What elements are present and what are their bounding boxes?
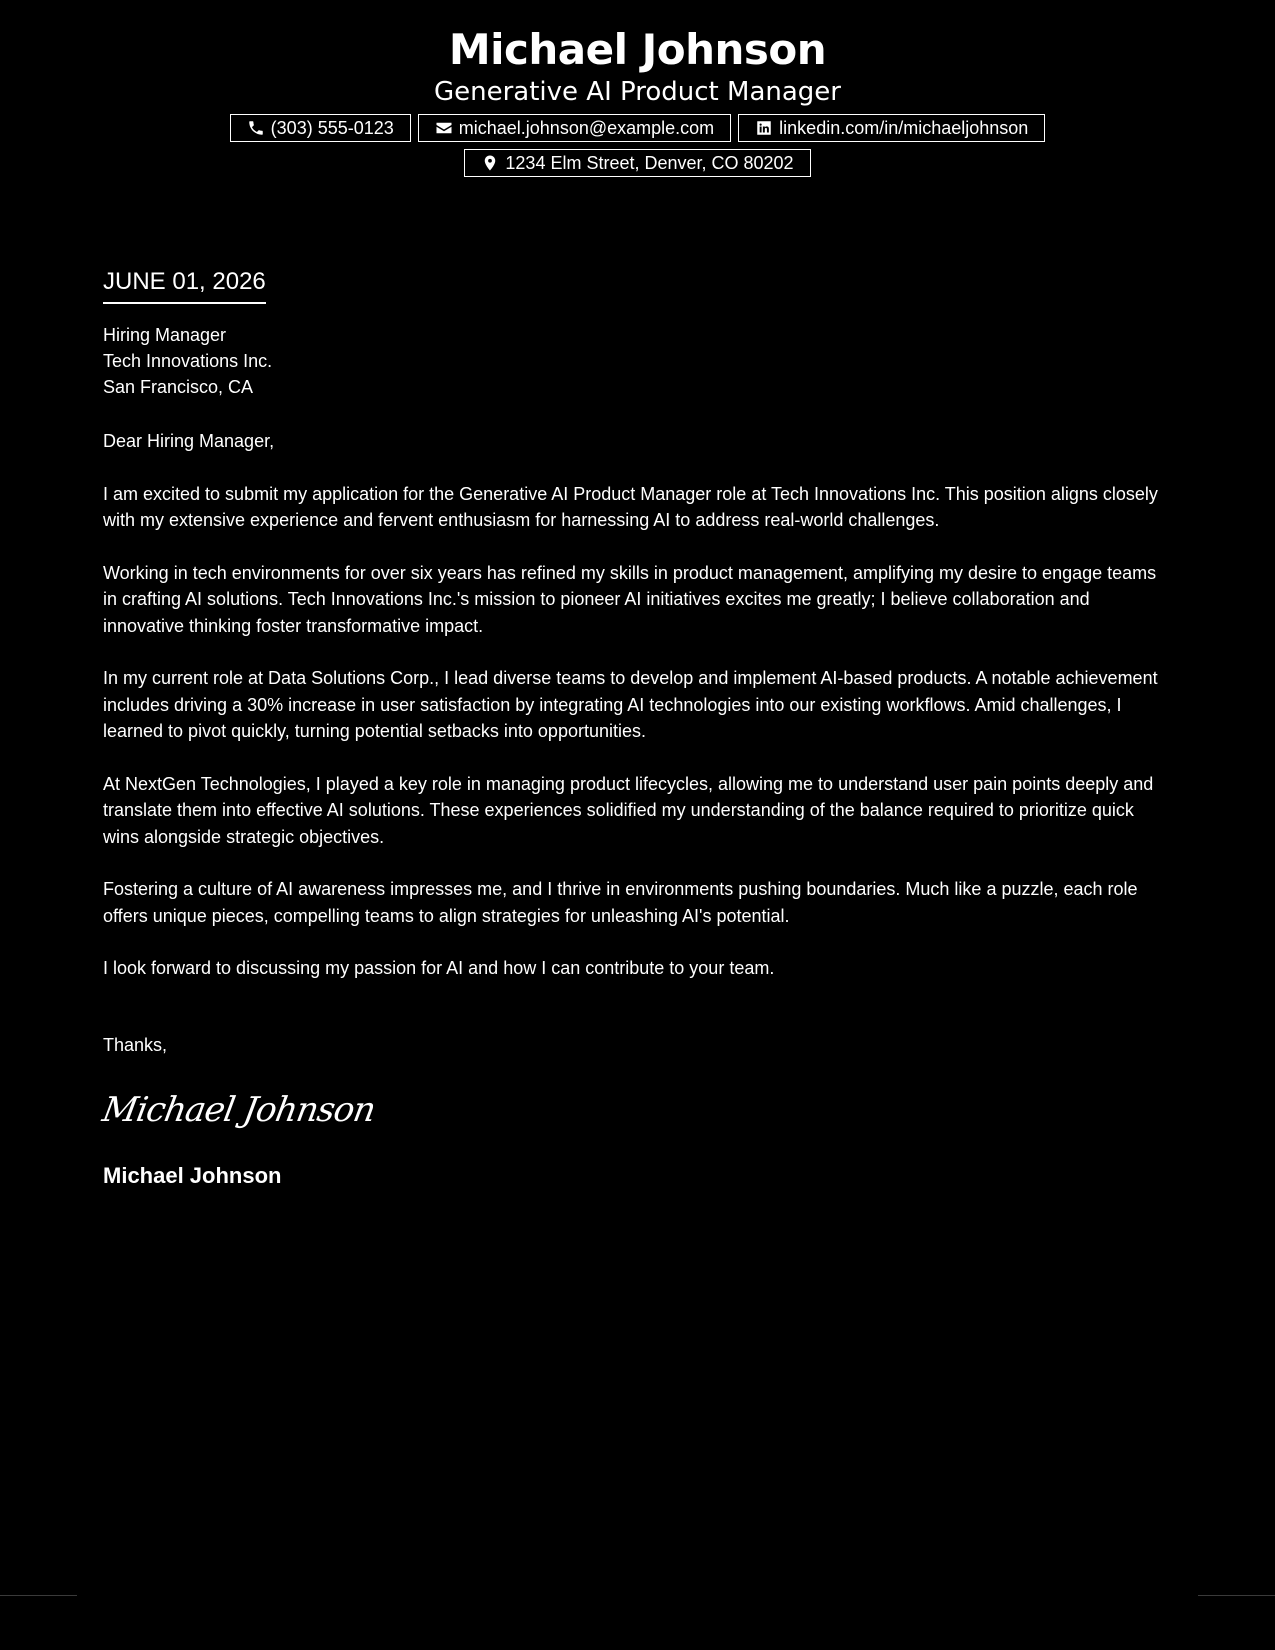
paragraph: I am excited to submit my application for the Generative AI Product Manager role at Tech Innovations Inc. This position aligns closely with my extensive experience and fervent enthusiasm for harnessing AI to address real-world challenges.	[103, 483, 1158, 530]
map-pin-icon	[481, 154, 499, 172]
recipient-block	[103, 322, 1173, 400]
phone-text: (303) 555-0123	[270, 117, 394, 138]
linkedin-text: linkedin.com/in/michaeljohnson	[779, 117, 1029, 138]
email-text: michael.johnson@example.com	[458, 117, 715, 138]
paragraph: In my current role at Data Solutions Corp., I lead diverse teams to develop and implement AI-based products. A notable achievement includes driving a 30% increase in user satisfaction by integrating AI technologies into our existing workflows. Amid challenges, I learned to pivot quickly, turning potential setbacks into opportunities.	[103, 668, 1158, 741]
letter-body	[99, 266, 1173, 1190]
recipient-company: Tech Innovations Inc.	[103, 351, 273, 371]
applicant-role: Generative AI Product Manager	[434, 77, 841, 107]
salutation: Dear Hiring Manager,	[103, 431, 275, 451]
paragraph: Working in tech environments for over six years has refined my skills in product management, amplifying my desire to engage teams in crafting AI solutions. Tech Innovations Inc.'s mission to pioneer AI initiatives excites me greatly; I believe collaboration and innovative thinking foster transformative impact.	[103, 562, 1157, 636]
linkedin-icon	[755, 119, 773, 137]
paragraph: I look forward to discussing my passion for AI and how I can contribute to your team.	[103, 958, 775, 978]
contact-row-1	[0, 114, 1275, 142]
phone-chip[interactable]	[230, 114, 411, 142]
paragraph: Fostering a culture of AI awareness impresses me, and I thrive in environments pushing boundaries. Much like a puzzle, each role offers unique pieces, compelling teams to align strategies for unleashing AI's potential.	[103, 879, 1138, 926]
address-chip[interactable]	[464, 149, 810, 177]
handwritten-signature: Michael Johnson	[99, 1090, 378, 1130]
linkedin-chip[interactable]	[738, 114, 1045, 142]
address-text: 1234 Elm Street, Denver, CO 80202	[505, 152, 794, 173]
contact-row-2	[0, 149, 1275, 177]
paragraph: At NextGen Technologies, I played a key role in managing product lifecycles, allowing me to understand user pain points deeply and translate them into effective AI solutions. These experiences solidified my understanding of the balance required to prioritize quick wins alongside strategic objectives.	[103, 773, 1154, 847]
footer-divider-right	[1198, 1595, 1275, 1596]
signed-name: Michael Johnson	[103, 1163, 282, 1188]
phone-icon	[247, 119, 265, 137]
header	[0, 24, 1275, 177]
footer-divider-left	[0, 1595, 77, 1596]
closing: Thanks,	[103, 1034, 168, 1055]
recipient-title: Hiring Manager	[103, 325, 227, 345]
email-chip[interactable]	[418, 114, 731, 142]
recipient-location: San Francisco, CA	[103, 377, 254, 397]
letter-date: JUNE 01, 2026	[103, 266, 266, 304]
envelope-icon	[435, 119, 453, 137]
applicant-name: Michael Johnson	[448, 25, 827, 74]
